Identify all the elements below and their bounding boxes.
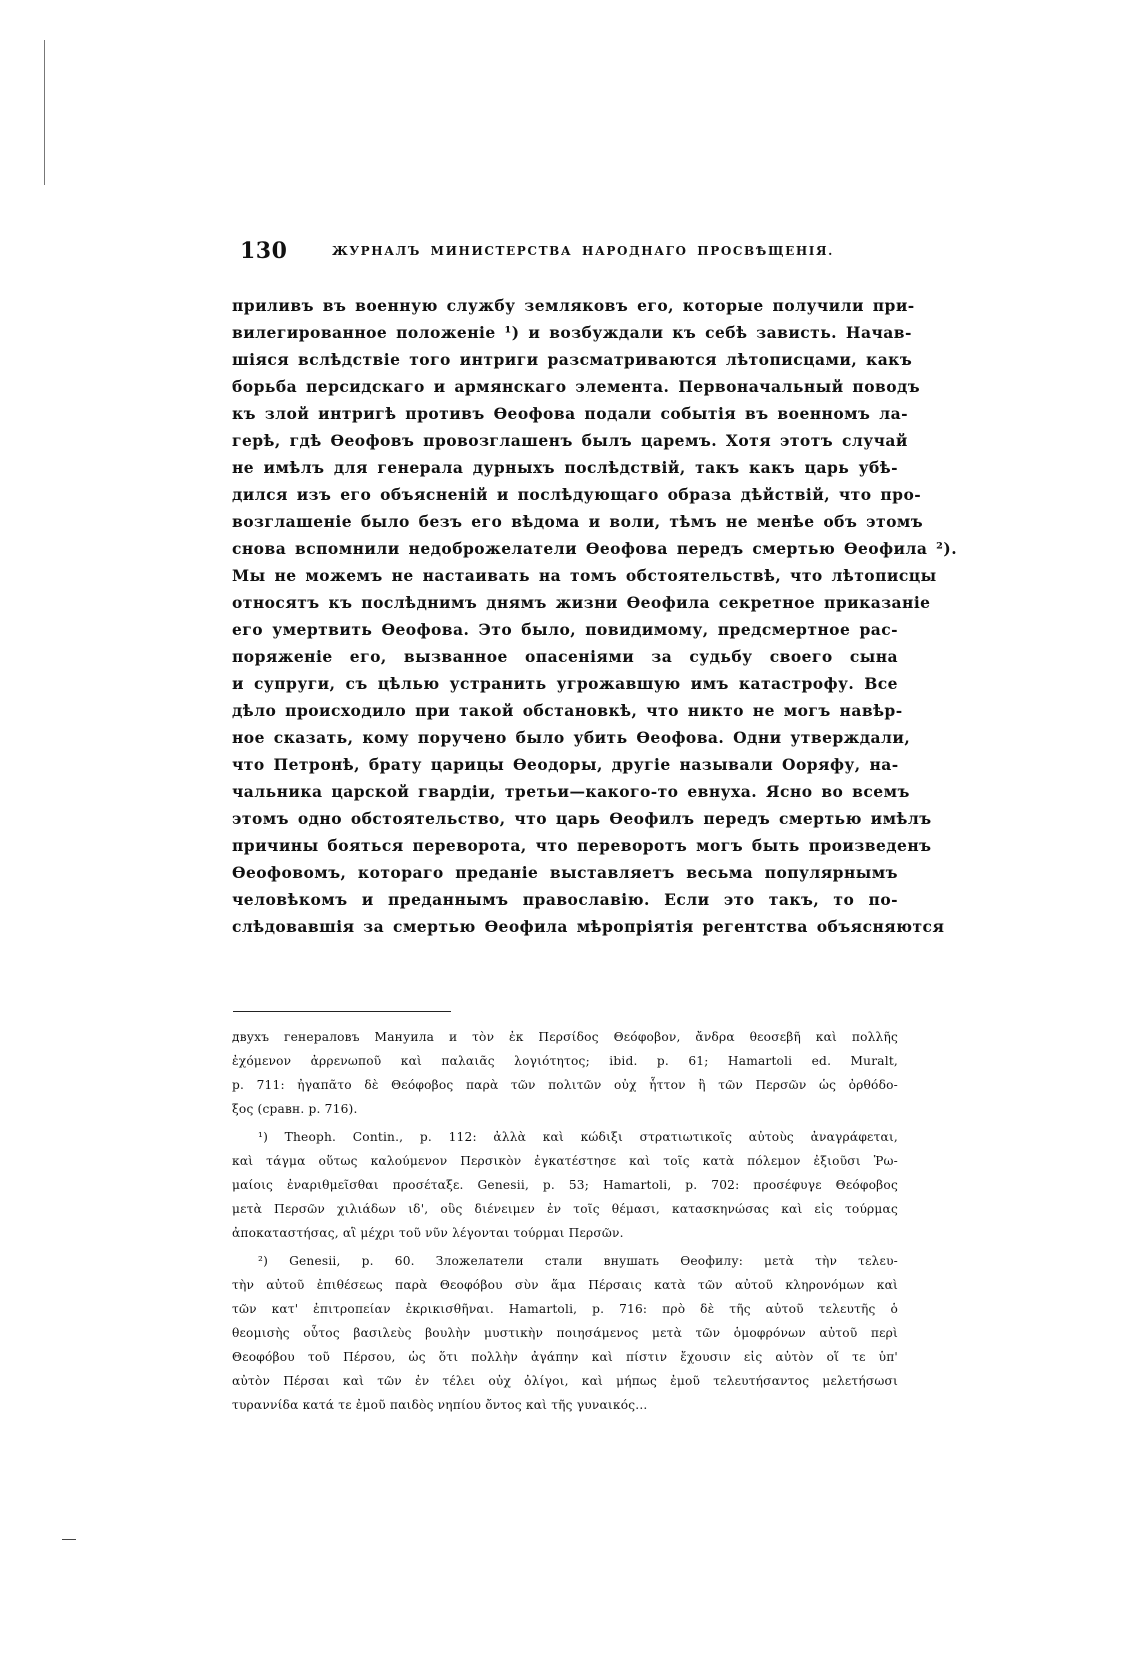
footnote-line: τῶν κατ' ἐπιτροπείαν ἐκρικισθῆναι. Hamartoli, p. 716: πρὸ δὲ τῆς αὐτοῦ τελευτῆς ὁ <box>232 1302 898 1316</box>
text-line: ное сказать, кому поручено было убить Ѳеофова. Одни утверждали, <box>232 728 911 747</box>
text-line: къ злой интригѣ противъ Ѳеофова подали событія въ военномъ ла- <box>232 404 908 423</box>
text-line: не имѣлъ для генерала дурныхъ послѣдствій, такъ какъ царь убѣ- <box>232 458 898 477</box>
footnote-line: ἐχόμενον ἀρρενωποῦ καὶ παλαιᾶς λογιότητος; ibid. p. 61; Hamartoli ed. Muralt, <box>232 1054 898 1068</box>
footnote-2 <box>232 1249 898 1417</box>
text-line: причины бояться переворота, что переворотъ могъ быть произведенъ <box>232 836 932 855</box>
footnote-line: μετὰ Περσῶν χιλιάδων ιδ', οὓς διένειμεν ἐν τοῖς θέμασι, κατασκηνώσας καὶ εἰς τούρμας <box>232 1202 898 1216</box>
text-line: шіяся вслѣдствіе того интриги разсматриваются лѣтописцами, какъ <box>232 350 913 369</box>
text-line: дился изъ его объясненій и послѣдующаго образа дѣйствій, что про- <box>232 485 922 504</box>
main-text <box>232 292 958 940</box>
text-line: Мы не можемъ не настаивать на томъ обстоятельствѣ, что лѣтописцы <box>232 566 937 585</box>
scan-margin-mark <box>62 1539 76 1540</box>
page-header <box>240 238 880 268</box>
footnote-line: τυραννίδα κατά τε ἐμοῦ παιδὸς νηπίου ὄντος καὶ τῆς γυναικός... <box>232 1398 648 1412</box>
footnote-line: ἀποκαταστήσας, αἳ μέχρι τοῦ νῦν λέγονται τούρμαι Περσῶν. <box>232 1226 624 1240</box>
text-line: герѣ, гдѣ Ѳеофовъ провозглашенъ былъ царемъ. Хотя этотъ случай <box>232 431 908 450</box>
text-line: и супруги, съ цѣлью устранить угрожавшую имъ катастрофу. Все <box>232 674 898 693</box>
text-line: поряженіе его, вызванное опасеніями за судьбу своего сына <box>232 647 898 666</box>
footnote-line: двухъ генераловъ Мануила и τὸν ἐκ Περσίδος Θεόφοβον, ἄνδρα θεοσεβῆ καὶ πολλῆς <box>232 1030 898 1044</box>
text-line: человѣкомъ и преданнымъ православію. Если это такъ, то по- <box>232 890 898 909</box>
footnote-line: θεομισὴς οὗτος βασιλεὺς βουλὴν μυστικὴν ποιησάμενος μετὰ τῶν ὁμοφρόνων αὐτοῦ περὶ <box>232 1326 898 1340</box>
scan-margin-line <box>44 40 45 185</box>
footnote-line: p. 711: ἠγαπᾶτο δὲ Θεόφοβος παρὰ τῶν πολιτῶν οὐχ ἧττον ἢ τῶν Περσῶν ὡς ὀρθόδο- <box>232 1078 898 1092</box>
text-line: его умертвить Ѳеофова. Это было, повидимому, предсмертное рас- <box>232 620 898 639</box>
text-line: вилегированное положеніе ¹) и возбуждали къ себѣ зависть. Начав- <box>232 323 912 342</box>
footnote-line: Θεοφόβου τοῦ Πέρσου, ὡς ὅτι πολλὴν ἀγάπην καὶ πίστιν ἔχουσιν εἰς αὐτὸν οἵ τε ὑπ' <box>232 1350 898 1364</box>
text-line: возглашеніе было безъ его вѣдома и воли, тѣмъ не менѣе объ этомъ <box>232 512 924 531</box>
text-line: борьба персидскаго и армянскаго элемента. Первоначальный поводъ <box>232 377 921 396</box>
text-line: что Петронѣ, брату царицы Ѳеодоры, другіе называли Ооряфу, на- <box>232 755 899 774</box>
footnote-line: τὴν αὐτοῦ ἐπιθέσεως παρὰ Θεοφόβου σὺν ἅμα Πέρσαις κατὰ τῶν αὐτοῦ κληρονόμων καὶ <box>232 1278 898 1292</box>
page-number: 130 <box>240 238 288 264</box>
footnotes <box>232 1025 898 1421</box>
footnote-continued <box>232 1025 898 1121</box>
text-line: этомъ одно обстоятельство, что царь Ѳеофилъ передъ смертью имѣлъ <box>232 809 932 828</box>
footnote-line: αὐτὸν Πέρσαι καὶ τῶν ἐν τέλει οὐχ ὀλίγοι, καὶ μήπως ἐμοῦ τελευτήσαντος μελετήσωσι <box>232 1374 898 1388</box>
footnote-line: καὶ τάγμα οὕτως καλούμενον Περσικὸν ἐγκατέστησε καὶ τοῖς κατὰ πόλεμον ἐξιοῦσι Ῥω- <box>232 1154 898 1168</box>
footnote-line: ξος (сравн. p. 716). <box>232 1102 358 1116</box>
footnote-separator <box>233 1011 451 1012</box>
text-line: относятъ къ послѣднимъ днямъ жизни Ѳеофила секретное приказаніе <box>232 593 931 612</box>
footnote-1 <box>232 1125 898 1245</box>
footnote-line: μαίοις ἐναριθμεῖσθαι προσέταξε. Genesii, p. 53; Hamartoli, p. 702: προσέφυγε Θεόφοβος <box>232 1178 898 1192</box>
text-line: дѣло происходило при такой обстановкѣ, что никто не могъ навѣр- <box>232 701 903 720</box>
running-title: ЖУРНАЛЪ МИНИСТЕРСТВА НАРОДНАГО ПРОСВѢЩЕНІЯ. <box>332 244 834 258</box>
footnote-line: ¹) Theoph. Contin., p. 112: ἀλλὰ καὶ κώδιξι στρατιωτικοῖς αὐτοὺς ἀναγράφεται, <box>258 1130 898 1144</box>
text-line: приливъ въ военную службу земляковъ его, которые получили при- <box>232 296 915 315</box>
text-line: снова вспомнили недоброжелатели Ѳеофова передъ смертью Ѳеофила ²). <box>232 539 958 558</box>
text-line: чальника царской гвардіи, третьи—какого-то евнуха. Ясно во всемъ <box>232 782 910 801</box>
text-line: слѣдовавшія за смертью Ѳеофила мѣропріятія регентства объясняются <box>232 917 945 936</box>
footnote-line: ²) Genesii, p. 60. Зложелатели стали внушать Ѳеофилу: μετὰ τὴν τελευ- <box>258 1254 898 1268</box>
text-line: Ѳеофовомъ, котораго преданіе выставляетъ весьма популярнымъ <box>232 863 898 882</box>
